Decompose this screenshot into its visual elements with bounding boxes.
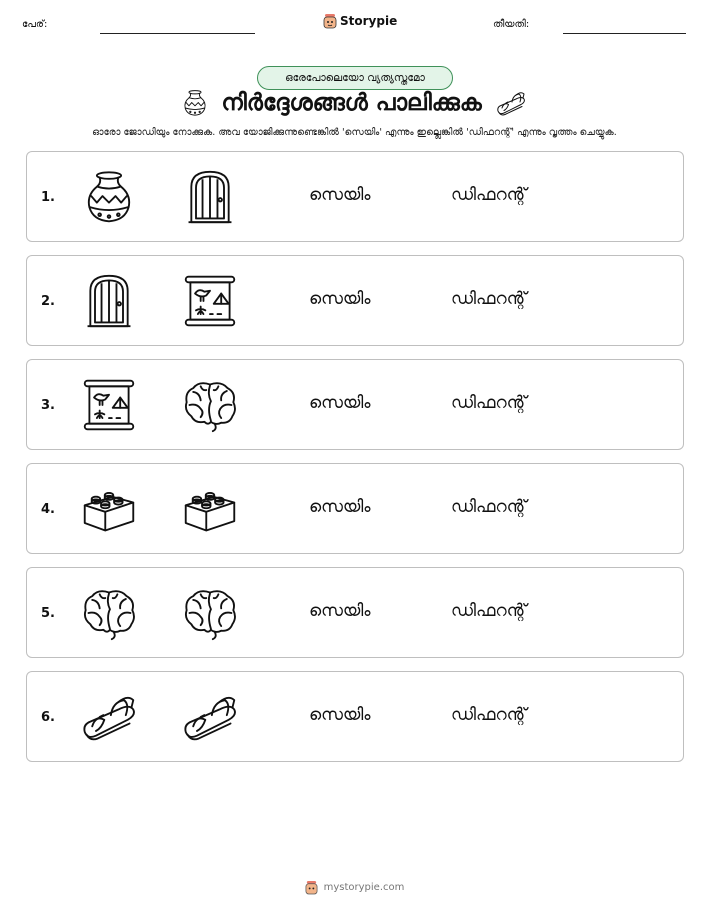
question-row xyxy=(26,255,684,346)
same-option[interactable]: സെയിം xyxy=(309,705,371,725)
brand-name: Storypie xyxy=(340,14,398,28)
question-row xyxy=(26,567,684,658)
different-option[interactable]: ഡിഫറന്റ് xyxy=(451,705,527,725)
page-title xyxy=(0,88,709,118)
brain-icon xyxy=(81,585,137,641)
question-row xyxy=(26,671,684,762)
storypie-mascot-icon xyxy=(323,13,337,29)
different-option[interactable]: ഡിഫറന്റ് xyxy=(451,185,527,205)
question-number: 2. xyxy=(41,294,55,309)
footer xyxy=(0,880,709,895)
scroll-icon xyxy=(182,273,238,329)
question-row xyxy=(26,463,684,554)
pot-icon xyxy=(181,88,209,118)
same-option[interactable]: സെയിം xyxy=(309,185,371,205)
question-row xyxy=(26,359,684,450)
title-text: നിർദ്ദേശങ്ങൾ പാലിക്കുക xyxy=(221,90,482,116)
question-number: 6. xyxy=(41,710,55,725)
question-number: 1. xyxy=(41,190,55,205)
different-option[interactable]: ഡിഫറന്റ് xyxy=(451,289,527,309)
same-option[interactable]: സെയിം xyxy=(309,393,371,413)
question-number: 3. xyxy=(41,398,55,413)
door-icon xyxy=(81,273,137,329)
sandal-icon xyxy=(182,689,238,745)
same-option[interactable]: സെയിം xyxy=(309,497,371,517)
brand-logo xyxy=(323,13,397,29)
name-field-line[interactable] xyxy=(100,33,255,34)
brick-icon xyxy=(81,481,137,537)
footer-url: mystorypie.com xyxy=(323,882,405,893)
brain-icon xyxy=(182,585,238,641)
storypie-mascot-icon xyxy=(305,880,318,895)
question-number: 4. xyxy=(41,502,55,517)
sandal-icon xyxy=(81,689,137,745)
same-option[interactable]: സെയിം xyxy=(309,289,371,309)
instructions: ഓരോ ജോഡിയും നോക്കുക. അവ യോജിക്കുന്നുണ്ടെങ്കിൽ 'സെയിം' എന്നും ഇല്ലെങ്കിൽ 'ഡിഫറന്റ്' എന്നും വൃത്തം ചെയ്യുക. xyxy=(92,127,617,138)
name-label: പേര്: xyxy=(22,19,48,30)
scroll-icon xyxy=(81,377,137,433)
question-number: 5. xyxy=(41,606,55,621)
different-option[interactable]: ഡിഫറന്റ് xyxy=(451,393,527,413)
different-option[interactable]: ഡിഫറന്റ് xyxy=(451,601,527,621)
sandal-icon xyxy=(494,88,528,118)
door-icon xyxy=(182,169,238,225)
brain-icon xyxy=(182,377,238,433)
brick-icon xyxy=(182,481,238,537)
topic-badge: ഒരേപോലെയോ വ്യത്യസ്തമോ xyxy=(257,66,453,90)
pot-icon xyxy=(81,169,137,225)
question-row xyxy=(26,151,684,242)
date-field-line[interactable] xyxy=(563,33,686,34)
date-label: തീയതി: xyxy=(493,19,530,30)
same-option[interactable]: സെയിം xyxy=(309,601,371,621)
different-option[interactable]: ഡിഫറന്റ് xyxy=(451,497,527,517)
